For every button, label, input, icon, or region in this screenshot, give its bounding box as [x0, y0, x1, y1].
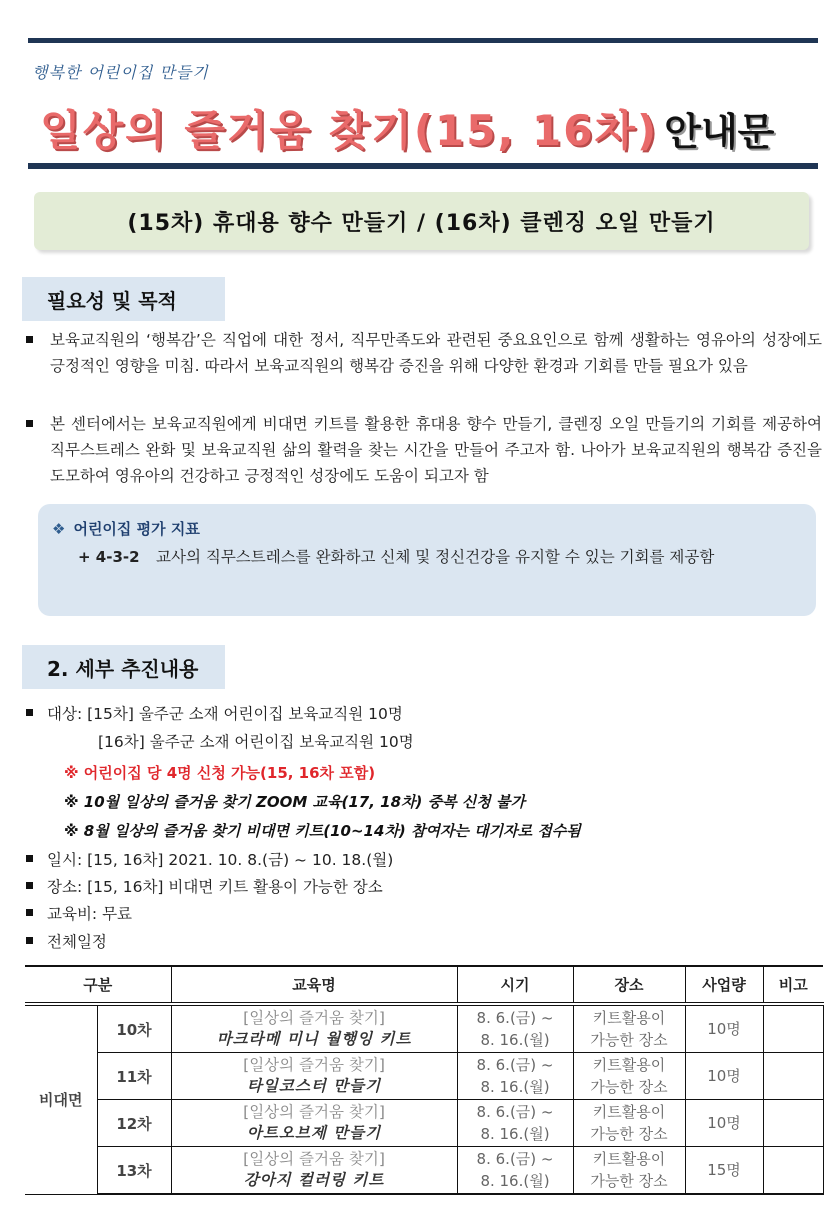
header-period: 시기	[457, 966, 573, 1004]
round-cell: 13차	[97, 1147, 171, 1195]
fee-line: 교육비: 무료	[26, 903, 132, 925]
bullet-square	[26, 420, 33, 427]
period-cell: 8. 6.(금) ~ 8. 16.(월)	[457, 1100, 573, 1147]
application-limit-note: ※ 어린이집 당 4명 신청 가능(15, 16차 포함)	[64, 764, 376, 782]
table-header-row	[25, 966, 823, 1004]
section-heading-details: 2. 세부 추진내용	[22, 645, 225, 689]
title-rule	[28, 163, 818, 169]
target-line-16: [16차] 울주군 소재 어린이집 보육교직원 10명	[98, 733, 414, 751]
header-remarks: 비고	[763, 966, 823, 1004]
schedule-line: 전체일정	[26, 931, 107, 953]
target-line: 대상: [15차] 울주군 소재 어린이집 보육교직원 10명	[26, 703, 403, 725]
title-suffix: 안내문	[664, 110, 775, 154]
place-cell: 키트활용이 가능한 장소	[573, 1053, 685, 1100]
round-cell: 11차	[97, 1053, 171, 1100]
table-row	[25, 1004, 823, 1053]
header-place: 장소	[573, 966, 685, 1004]
period-cell: 8. 6.(금) ~ 8. 16.(월)	[457, 1004, 573, 1053]
schedule-table	[25, 965, 824, 1195]
course-cell: [일상의 즐거움 찾기] 타일코스터 만들기	[171, 1053, 457, 1100]
indicator-text: 교사의 직무스트레스를 완화하고 신체 및 정신건강을 유지할 수 있는 기회를 제공함	[156, 548, 715, 566]
bullet-square	[26, 336, 33, 343]
bullet-square	[26, 882, 33, 889]
duplicate-note: ※ 10월 일상의 즐거움 찾기 ZOOM 교육(17, 18차) 중복 신청 불가	[64, 793, 525, 811]
indicator-code: + 4-3-2	[78, 548, 140, 566]
table-row	[25, 1053, 823, 1100]
slogan: 행복한 어린이집 만들기	[32, 63, 209, 82]
top-rule	[28, 38, 818, 43]
evaluation-indicator-box	[38, 504, 816, 616]
bullet-square	[26, 937, 33, 944]
remarks-cell	[763, 1004, 823, 1053]
paragraph: 보육교직원의 ‘행복감’은 직업에 대한 정서, 직무만족도와 관련된 중요요인으로 함께 생활하는 영유아의 성장에도 긍정적인 영향을 미침. 따라서 보육교직원의 행복감 증진을 위해 다양한 환경과 기회를 만들 필요가 있음	[26, 327, 822, 379]
place-cell: 키트활용이 가능한 장소	[573, 1004, 685, 1053]
bullet-square	[26, 709, 33, 716]
title-main: 일상의 즐거움 찾기(15, 16차)	[40, 106, 659, 155]
round-cell: 10차	[97, 1004, 171, 1053]
remarks-cell	[763, 1053, 823, 1100]
place-cell: 키트활용이 가능한 장소	[573, 1147, 685, 1195]
group-cell: 비대면	[25, 1004, 97, 1194]
waitlist-note: ※ 8월 일상의 즐거움 찾기 비대면 키트(10~14차) 참여자는 대기자로 접수됨	[64, 822, 581, 840]
course-cell: [일상의 즐거움 찾기] 마크라메 미니 월행잉 키트	[171, 1004, 457, 1053]
quantity-cell: 15명	[685, 1147, 763, 1195]
header-category: 구분	[25, 966, 171, 1004]
table-row	[25, 1147, 823, 1195]
diamond-icon: ❖	[52, 520, 66, 538]
date-line: 일시: [15, 16차] 2021. 10. 8.(금) ~ 10. 18.(월)	[26, 849, 393, 871]
quantity-cell: 10명	[685, 1100, 763, 1147]
indicator-title: ❖ 어린이집 평가 지표	[52, 520, 200, 538]
bullet-square	[26, 909, 33, 916]
place-cell: 키트활용이 가능한 장소	[573, 1100, 685, 1147]
remarks-cell	[763, 1147, 823, 1195]
quantity-cell: 10명	[685, 1004, 763, 1053]
course-cell: [일상의 즐거움 찾기] 아트오브제 만들기	[171, 1100, 457, 1147]
period-cell: 8. 6.(금) ~ 8. 16.(월)	[457, 1053, 573, 1100]
round-cell: 12차	[97, 1100, 171, 1147]
subtitle-box: (15차) 휴대용 향수 만들기 / (16차) 클렌징 오일 만들기	[34, 192, 809, 250]
course-cell: [일상의 즐거움 찾기] 강아지 컬러링 키트	[171, 1147, 457, 1195]
bullet-square	[26, 855, 33, 862]
table-row	[25, 1100, 823, 1147]
paragraph: 본 센터에서는 보육교직원에게 비대면 키트를 활용한 휴대용 향수 만들기, 클렌징 오일 만들기의 기회를 제공하여 직무스트레스 완화 및 보육교직원 삶의 활력을 찾는 시간을 만들어 주고자 함. 나아가 보육교직원의 행복감 증진을 도모하여 영유아의 건강하고 긍정적인 성장에도 도움이 되고자 함	[26, 411, 822, 489]
quantity-cell: 10명	[685, 1053, 763, 1100]
remarks-cell	[763, 1100, 823, 1147]
header-quantity: 사업량	[685, 966, 763, 1004]
place-line: 장소: [15, 16차] 비대면 키트 활용이 가능한 장소	[26, 876, 383, 898]
header-course: 교육명	[171, 966, 457, 1004]
page-title	[40, 98, 774, 158]
section-heading-purpose: 필요성 및 목적	[22, 277, 225, 321]
period-cell: 8. 6.(금) ~ 8. 16.(월)	[457, 1147, 573, 1195]
